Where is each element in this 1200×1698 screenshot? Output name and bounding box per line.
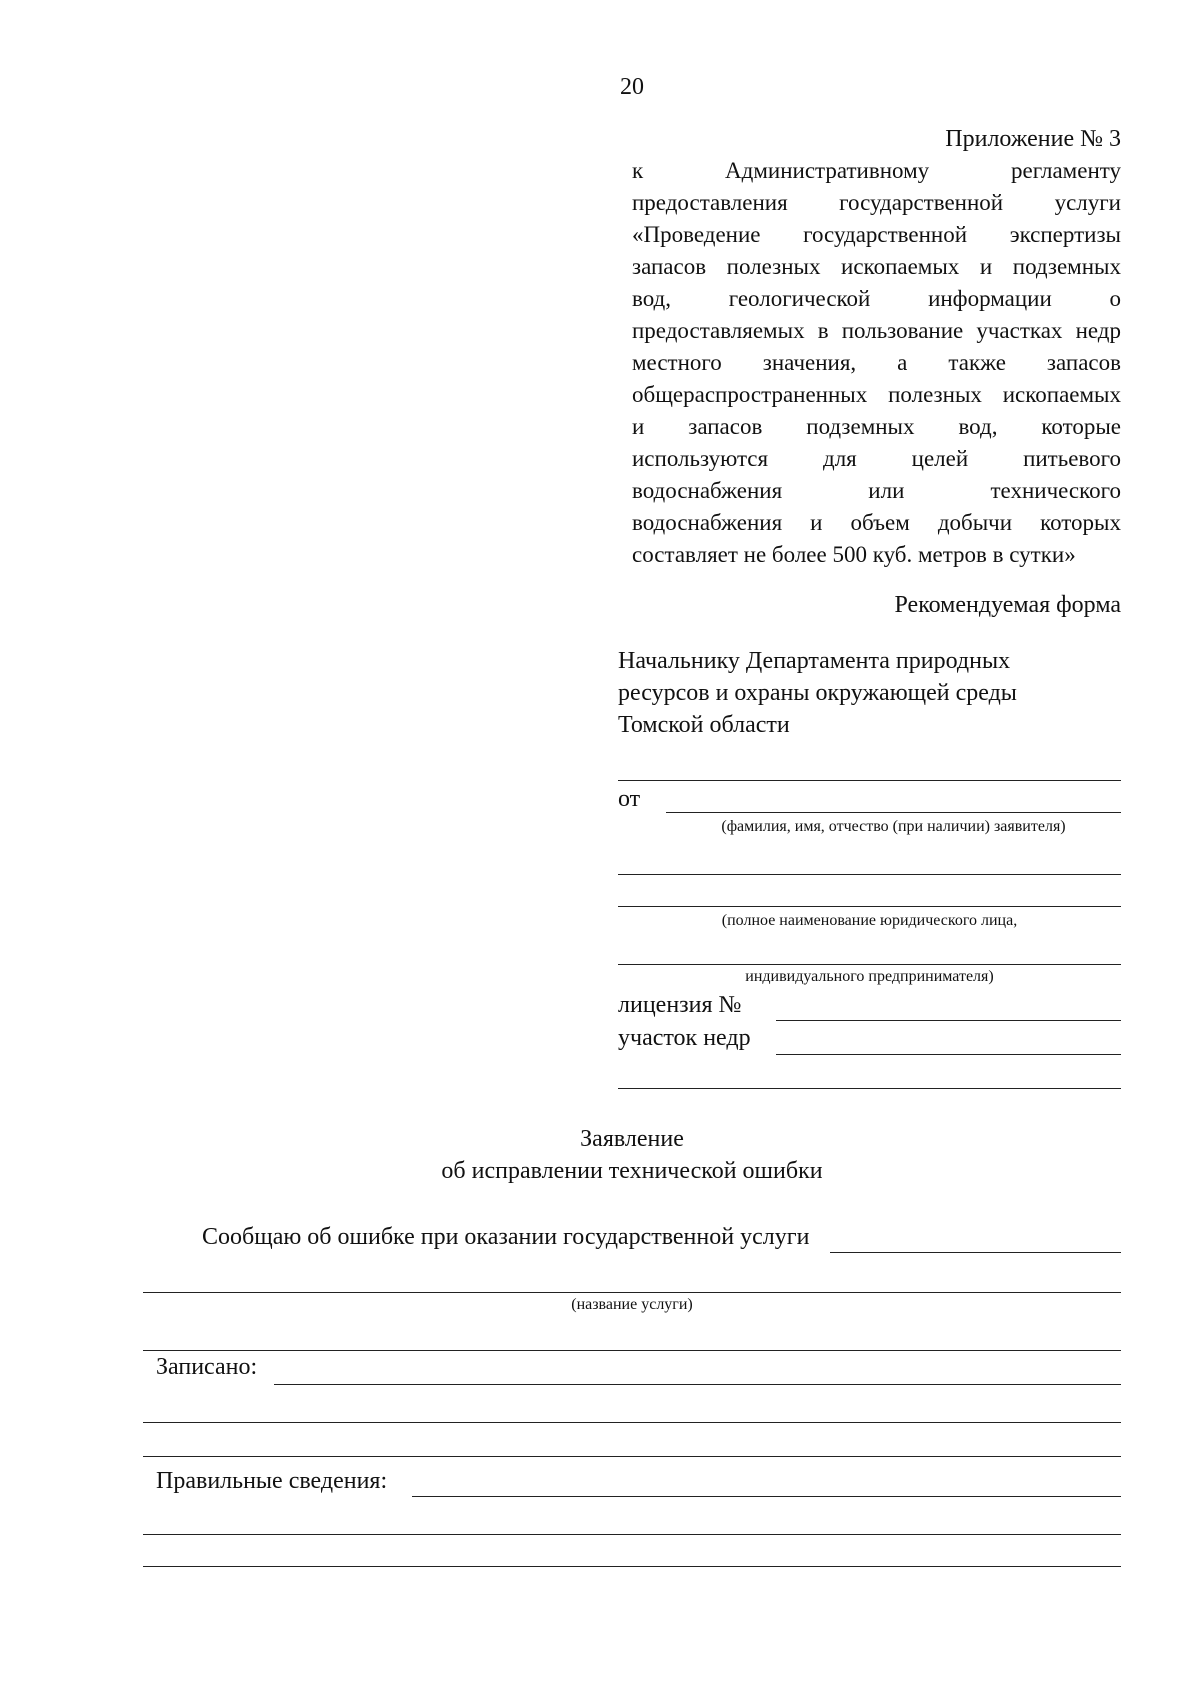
service-blank-line[interactable] [143, 1350, 1121, 1351]
recorded-field-3[interactable] [143, 1456, 1121, 1457]
statement-subtitle: об исправлении технической ошибки [441, 1158, 823, 1184]
regulation-line: общераспространенных полезных ископаемых [632, 382, 1121, 407]
correct-info-field[interactable] [412, 1496, 1121, 1497]
regulation-line: к Административному регламенту [632, 158, 1121, 183]
statement-title: Заявление [580, 1126, 684, 1152]
service-name-hint: (название услуги) [571, 1296, 693, 1313]
regulation-line: «Проведение государственной экспертизы [632, 222, 1121, 247]
addressee-line: Томской области [618, 712, 790, 738]
correct-info-field-3[interactable] [143, 1566, 1121, 1567]
page-number: 20 [620, 74, 644, 100]
regulation-line: предоставляемых в пользование участках недр [632, 318, 1121, 343]
service-name-field-2[interactable] [143, 1292, 1121, 1293]
subsoil-plot-field-2[interactable] [618, 1088, 1121, 1089]
regulation-line: водоснабжения и объем добычи которых [632, 510, 1121, 535]
appendix-title: Приложение № 3 [945, 126, 1121, 152]
subsoil-label: участок недр [618, 1025, 751, 1051]
addressee-line: ресурсов и охраны окружающей среды [618, 680, 1017, 706]
addressee-blank-line[interactable] [618, 780, 1121, 781]
license-number-field[interactable] [776, 1020, 1121, 1021]
regulation-line: и запасов подземных вод, которые [632, 414, 1121, 439]
report-text: Сообщаю об ошибке при оказании государственной услуги [202, 1224, 810, 1250]
regulation-line: вод, геологической информации о [632, 286, 1121, 311]
legal-entity-hint: (полное наименование юридического лица, [721, 912, 1018, 929]
regulation-line: местного значения, а также запасов [632, 350, 1121, 375]
regulation-line: запасов полезных ископаемых и подземных [632, 254, 1121, 279]
recorded-label: Записано: [156, 1354, 258, 1380]
correct-info-field-2[interactable] [143, 1534, 1121, 1535]
legal-entity-field-2[interactable] [618, 906, 1121, 907]
entrepreneur-field[interactable] [618, 964, 1121, 965]
from-label: от [618, 786, 641, 812]
addressee-line: Начальнику Департамента природных [618, 648, 1011, 674]
regulation-line: водоснабжения или технического [632, 478, 1121, 503]
regulation-line: составляет не более 500 куб. метров в сутки» [632, 542, 1076, 567]
applicant-name-hint: (фамилия, имя, отчество (при наличии) заявителя) [721, 818, 1066, 835]
entrepreneur-hint: индивидуального предпринимателя) [745, 968, 994, 985]
applicant-name-field[interactable] [666, 812, 1121, 813]
recorded-field[interactable] [274, 1384, 1121, 1385]
regulation-line: используются для целей питьевого [632, 446, 1121, 471]
license-label: лицензия № [618, 992, 742, 1018]
recommended-form-label: Рекомендуемая форма [894, 592, 1121, 618]
correct-info-label: Правильные сведения: [156, 1468, 388, 1494]
subsoil-plot-field[interactable] [776, 1054, 1121, 1055]
regulation-line: предоставления государственной услуги [632, 190, 1121, 215]
recorded-field-2[interactable] [143, 1422, 1121, 1423]
service-name-field[interactable] [830, 1252, 1121, 1253]
legal-entity-field-1[interactable] [618, 874, 1121, 875]
